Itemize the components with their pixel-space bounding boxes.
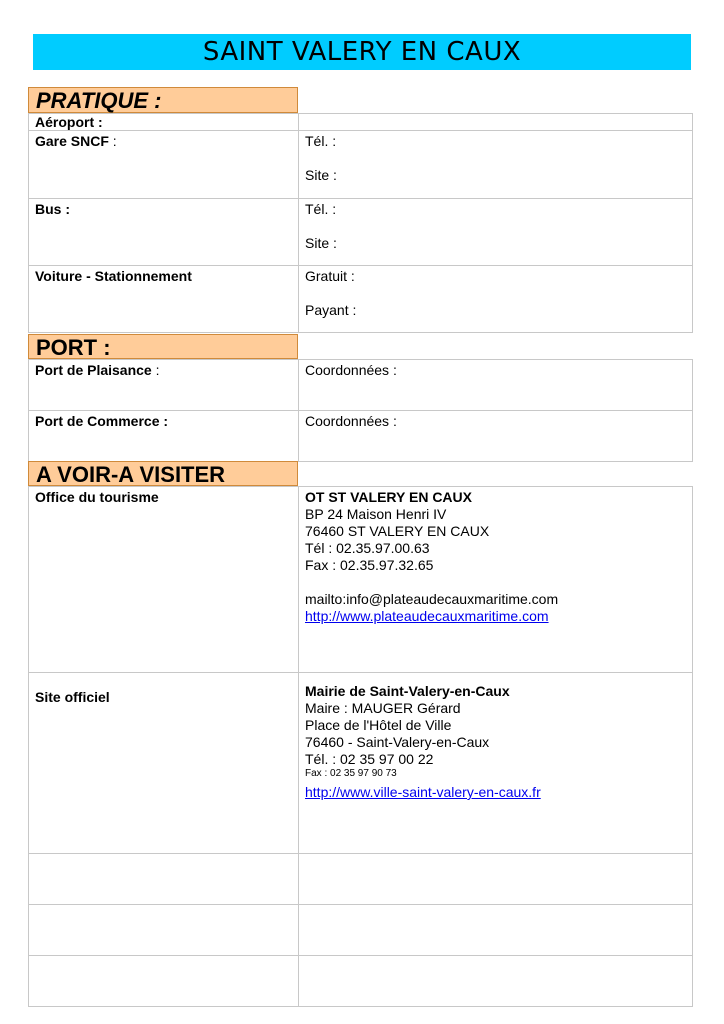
office-website-link[interactable]: http://www.plateaudecauxmaritime.com [305,608,549,624]
office-label: Office du tourisme [29,487,299,673]
bus-label: Bus : [29,199,299,266]
section-voir-heading: A VOIR-A VISITER [28,461,298,486]
commerce-label: Port de Commerce : [29,411,299,462]
commerce-info: Coordonnées : [299,411,693,462]
empty-cell [29,905,299,956]
gare-label: Gare SNCF [35,133,109,149]
section-port-heading: PORT : [28,334,298,359]
page-title: SAINT VALERY EN CAUX [33,34,691,70]
plaisance-info: Coordonnées : [299,360,693,411]
port-table [28,359,693,462]
gare-cell: Gare SNCF : [29,131,299,199]
bus-info: Tél. : Site : [299,199,693,266]
voir-table [28,486,693,1007]
mairie-info: Mairie de Saint-Valery-en-Caux Maire : MAUGER Gérard Place de l'Hôtel de Ville 76460 - Saint-Valery-en-Caux Tél. : 02 35 97 00 22 Fax : 02 35 97 90 73 http://www.ville-saint-valery-en-caux.fr [299,673,693,854]
pratique-table [28,113,693,333]
mairie-label: Site officiel [29,673,299,854]
aeroport-label: Aéroport : [29,114,299,131]
plaisance-cell: Port de Plaisance : [29,360,299,411]
empty-cell [299,905,693,956]
section-pratique-heading: PRATIQUE : [28,87,298,113]
empty-cell [299,956,693,1007]
office-info: OT ST VALERY EN CAUX BP 24 Maison Henri IV 76460 ST VALERY EN CAUX Tél : 02.35.97.00.63 Fax : 02.35.97.32.65 mailto:info@plateaudecauxmaritime.com http://www.plateaudecauxmaritime.com [299,487,693,673]
mairie-website-link[interactable]: http://www.ville-saint-valery-en-caux.fr [305,784,541,800]
office-email: mailto:info@plateaudecauxmaritime.com [305,591,559,607]
empty-cell [299,854,693,905]
empty-cell [29,956,299,1007]
voiture-label: Voiture - Stationnement [29,266,299,333]
gare-info: Tél. : Site : [299,131,693,199]
voiture-info: Gratuit : Payant : [299,266,693,333]
empty-cell [29,854,299,905]
